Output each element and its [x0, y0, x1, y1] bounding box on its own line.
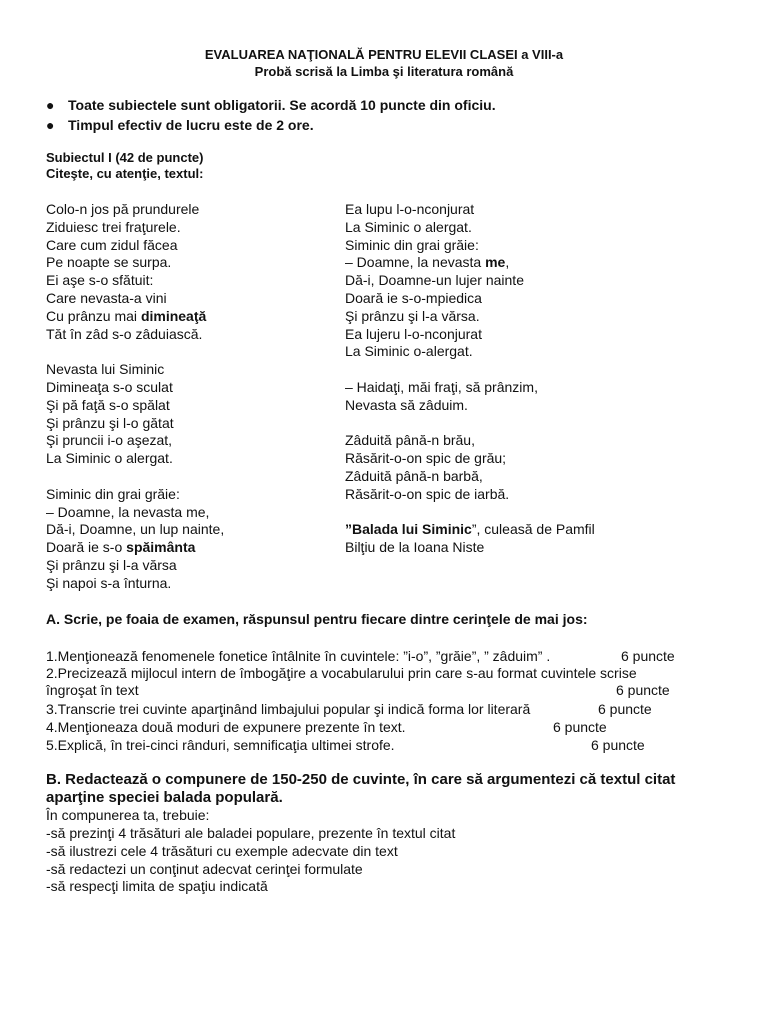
poem-text: Şi prânzu şi l-a vărsa.	[345, 307, 480, 324]
poem-line	[345, 450, 595, 468]
poem-text: La Siminic o alergat.	[46, 450, 173, 467]
poem-text: dimineaţă	[140, 307, 207, 324]
poem-line	[46, 237, 224, 255]
poem-right-column	[345, 201, 595, 557]
poem-text: – Doamne, la nevasta	[345, 254, 486, 271]
exam-subtitle: Probă scrisă la Limba şi literatura română	[254, 64, 514, 79]
poem-line	[345, 254, 595, 272]
task-4-points: 6 puncte	[553, 719, 607, 735]
poem-line	[345, 379, 595, 397]
poem-text: Şi prânzu şi l-o gătat	[46, 414, 174, 431]
poem-line	[46, 379, 224, 397]
poem-line	[345, 219, 595, 237]
exam-title: EVALUAREA NAŢIONALĂ PENTRU ELEVII CLASEI a VIII-a	[204, 47, 564, 62]
task-1-points: 6 puncte	[621, 648, 675, 664]
poem-text: Nevasta să zâduim.	[345, 396, 468, 413]
poem-text: Dă-i, Doamne-un lujer nainte	[345, 272, 524, 289]
poem-line	[46, 539, 224, 557]
task-3: 3.Transcrie trei cuvinte aparţinând limbajului popular şi indică forma lor literară	[46, 701, 531, 717]
poem-text: me	[485, 254, 506, 271]
rule-2: ● Timpul efectiv de lucru este de 2 ore.	[46, 117, 314, 133]
poem-line	[46, 521, 224, 539]
poem-line	[46, 468, 224, 486]
poem-line	[46, 415, 224, 433]
poem-text: Ea lujeru l-o-nconjurat	[345, 325, 482, 342]
poem-line	[345, 272, 595, 290]
subject-heading: Subiectul I (42 de puncte)	[46, 150, 204, 165]
part-b-item: -să redactezi un conţinut adecvat cerinţei formulate	[46, 861, 363, 877]
bullet-icon: ●	[46, 97, 55, 113]
poem-text: Răsărit-o-on spic de iarbă.	[345, 485, 510, 502]
bullet-icon: ●	[46, 117, 55, 133]
part-b-item: -să respecţi limita de spaţiu indicată	[46, 878, 268, 894]
poem-line	[345, 397, 595, 415]
poem-line	[46, 397, 224, 415]
poem-text: Bilţiu de la Ioana Niste	[345, 539, 485, 556]
poem-line	[46, 308, 224, 326]
poem-text: Siminic din grai grăie:	[345, 236, 479, 253]
poem-line	[345, 237, 595, 255]
poem-line	[46, 504, 224, 522]
poem-text: Şi prânzu şi l-a vărsa	[46, 556, 177, 573]
poem-text: – Doamne, la nevasta me,	[46, 503, 210, 520]
poem-text: Ei aşe s-o sfătuit:	[46, 272, 154, 289]
poem-text: Care cum zidul făcea	[46, 236, 178, 253]
task-2: 2.Precizează mijlocul intern de îmbogăţire a vocabularului prin care s-au format cuvintele scrise	[46, 665, 637, 681]
part-b-heading: B. Redactează o compunere de 150-250 de cuvinte, în care să argumentezi că textul citat	[46, 771, 676, 788]
poem-line	[46, 219, 224, 237]
poem-text: La Siminic o alergat.	[345, 218, 472, 235]
poem-text: – Haidaţi, măi fraţi, să prânzim,	[345, 378, 538, 395]
task-2-points: 6 puncte	[616, 682, 670, 698]
task-5-points: 6 puncte	[591, 737, 645, 753]
poem-line	[46, 361, 224, 379]
poem-text: Răsărit-o-on spic de grău;	[345, 450, 507, 467]
poem-text: Colo-n jos pă prundurele	[46, 201, 200, 217]
poem-line	[46, 326, 224, 344]
poem-left-column	[46, 201, 224, 593]
poem-line	[46, 343, 224, 361]
poem-line	[46, 432, 224, 450]
task-1: 1.Menţionează fenomenele fonetice întâlnite în cuvintele: ”i-o”, ”grăie”, ” zâduim” .	[46, 648, 551, 664]
poem-line	[345, 486, 595, 504]
poem-text: Doară ie s-o	[46, 539, 127, 556]
poem-line	[46, 201, 224, 219]
poem-line	[345, 415, 595, 433]
poem-line	[345, 326, 595, 344]
poem-text: Nevasta lui Siminic	[46, 361, 165, 378]
poem-text: Şi napoi s-a înturna.	[46, 574, 172, 591]
poem-text: Dimineaţa s-o sculat	[46, 378, 173, 395]
poem-text: Siminic din grai grăie:	[46, 485, 180, 502]
poem-line	[345, 504, 595, 522]
rule-1: ● Toate subiectele sunt obligatorii. Se acordă 10 puncte din oficiu.	[46, 97, 496, 113]
poem-line	[46, 290, 224, 308]
poem-line	[345, 539, 595, 557]
poem-text: Tăt în zâd s-o zâduiască.	[46, 325, 203, 342]
part-b-heading-cont: aparţine speciei balada populară.	[46, 789, 283, 806]
poem-text: Care nevasta-a vini	[46, 289, 167, 306]
poem-line	[345, 290, 595, 308]
poem-line	[46, 557, 224, 575]
poem-text: Dă-i, Doamne, un lup nainte,	[46, 521, 225, 538]
poem-text: ”Balada lui Siminic	[345, 521, 472, 538]
poem-line	[345, 432, 595, 450]
poem-text: ”, culeasă de Pamfil	[471, 521, 595, 538]
part-b-item: -să prezinţi 4 trăsături ale baladei populare, prezente în textul citat	[46, 825, 456, 841]
poem-text: Zâduită până-n brău,	[345, 432, 475, 449]
poem-line	[345, 468, 595, 486]
poem-line	[46, 254, 224, 272]
task-4: 4.Menţioneaza două moduri de expunere prezente în text.	[46, 719, 406, 735]
poem-line	[46, 486, 224, 504]
task-2-cont: îngroşat în text	[46, 682, 139, 698]
subject-instruction: Citeşte, cu atenţie, textul:	[46, 166, 204, 181]
poem-text: Ea lupu l-o-nconjurat	[345, 201, 475, 217]
poem-text: La Siminic o-alergat.	[345, 343, 473, 360]
part-a-heading: A. Scrie, pe foaia de examen, răspunsul pentru fiecare dintre cerinţele de mai jos:	[46, 611, 588, 627]
poem-line	[345, 361, 595, 379]
poem-text: Doară ie s-o-mpiedica	[345, 289, 482, 306]
poem-text: Şi pă faţă s-o spălat	[46, 396, 170, 413]
poem-line	[46, 575, 224, 593]
poem-text: spăimânta	[126, 539, 196, 556]
poem-text: Cu prânzu mai	[46, 307, 141, 324]
poem-text: Ziduiesc trei fraţurele.	[46, 218, 181, 235]
poem-text: Zâduită până-n barbă,	[345, 467, 483, 484]
part-b-item: -să ilustrezi cele 4 trăsături cu exemple adecvate din text	[46, 843, 398, 859]
poem-text: ,	[505, 254, 510, 271]
poem-line	[46, 450, 224, 468]
poem-text: Pe noapte se surpa.	[46, 254, 172, 271]
part-b-intro: În compunerea ta, trebuie:	[46, 807, 210, 823]
poem-line	[345, 201, 595, 219]
poem-text: Şi pruncii i-o aşezat,	[46, 432, 173, 449]
task-5: 5.Explică, în trei-cinci rânduri, semnificaţia ultimei strofe.	[46, 737, 395, 753]
task-3-points: 6 puncte	[598, 701, 652, 717]
poem-line	[345, 343, 595, 361]
poem-line	[345, 521, 595, 539]
poem-line	[345, 308, 595, 326]
poem-line	[46, 272, 224, 290]
